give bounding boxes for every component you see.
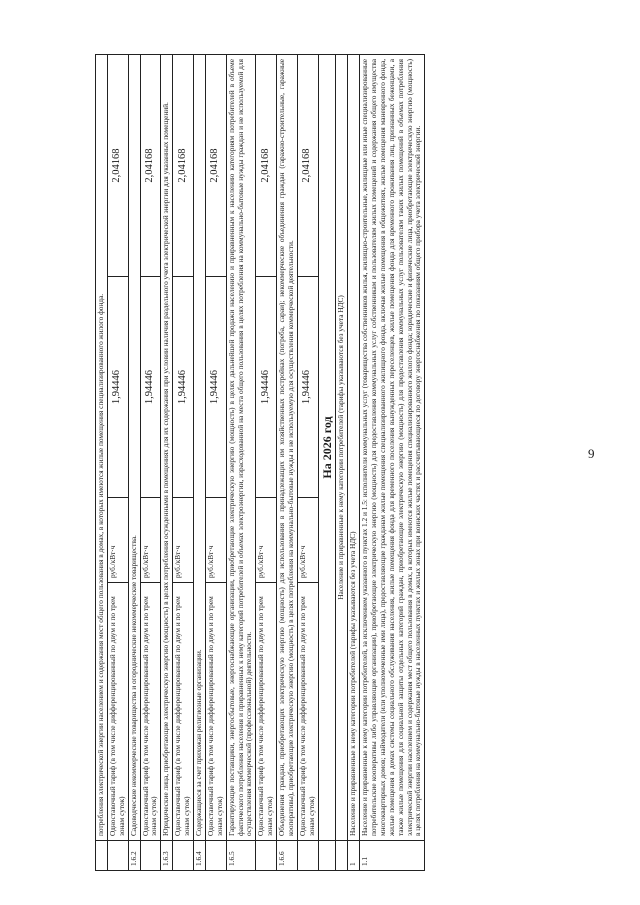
year-subheading: Население и приравненные к нему категории потребителей (тарифы указываются без учета НДС): [336, 54, 348, 840]
row-number: 1.6.6: [277, 841, 298, 871]
tariff-value-first-half: 1,94446: [205, 277, 226, 498]
tariff-value-first-half: 1,94446: [107, 277, 128, 498]
section-1-1-row: [360, 54, 425, 870]
category-description: Гарантирующие поставщики, энергосбытовые, энергоснабжающие организации, приобретающие электрическую энергию (мощность) в целях дальнейшей продажи населению и приравненным к населению категориям потребителей в объеме фактического потребления населения и приравненных к нему категорий потребителей и объемах электроэнергии, израсходованной на места общего пользования в целях потребления на коммунально-бытовые нужды граждан и не используемой для осуществления коммерческой (профессиональной) деятельности.: [226, 54, 256, 840]
category-row: [161, 54, 173, 870]
tariff-value-second-half: 2,04168: [173, 54, 194, 276]
category-description: Содержащиеся за счет прихожан религиозные организации.: [194, 54, 206, 840]
tariff-row: [107, 54, 128, 870]
section-title: Население и приравненные к нему категории потребителей (тарифы указываются без учета НДС): [348, 54, 360, 840]
row-number: 1.6.5: [226, 841, 256, 871]
tariff-value-first-half: 1,94446: [297, 277, 318, 498]
tariff-unit: руб./кВт·ч: [205, 498, 226, 583]
tariff-unit: руб./кВт·ч: [107, 498, 128, 583]
row-number: [297, 841, 318, 871]
tariff-value-first-half: 1,94446: [140, 277, 161, 498]
row-number: 1.6.3: [161, 841, 173, 871]
tariff-name: Одноставочный тариф (в том числе дифференцированный по двум и по трем зонам суток): [205, 583, 226, 841]
tariff-value-second-half: 2,04168: [205, 54, 226, 276]
row-number: 1: [348, 841, 360, 871]
section-1-row: [348, 54, 360, 870]
tariff-unit: руб./кВт·ч: [173, 498, 194, 583]
category-description: Население и приравненные к нему категории потребителей, за исключением указанного в пунктах 1.2 и 1.5: исполнители коммунальных услуг (товарищества собственников жилья, жилищно-строительные, жилищные или иные специализированные потребительские кооперативы либо управляющие организации), приобретающие электрическую энергию (мощность) для предоставления коммунальных услуг собственникам и пользователям жилых помещений и содержания общего имущества многоквартирных домов; наймодатели (или уполномоченные ими лица), предоставляющие гражданам жилые помещения специализированного жилищного фонда, включая жилые помещения в общежитиях, жилые помещения маневренного фонда, жилые помещения в домах системы социального обслуживания населения, жилые помещения фонда для временного поселения вынужденных переселенцев, жилые помещения фонда для временного проживания лиц, признанных беженцами, а также жилые помещения для социальной защиты отдельных категорий граждан, приобретающие электрическую энергию (мощность) для предоставления коммунальных услуг пользователям таких жилых помещений в объемах потребления электрической энергии населением и содержания мест общего пользования в домах, в которых имеются жилые помещения специализированного жилого фонда; юридические и физические лица, приобретающие электрическую энергию (мощность) в целях потребления на коммунально-бытовые нужды в населенных пунктах и жилых зонах при воинских частях и рассчитывающиеся по договору энергоснабжения по показаниям общего прибора учета электрической энергии.: [360, 54, 425, 840]
category-row: [277, 54, 298, 870]
category-row: [226, 54, 256, 870]
category-row: [96, 54, 108, 870]
category-row: [128, 54, 140, 870]
page-number: 9: [588, 446, 595, 461]
row-number: [256, 841, 277, 871]
year-heading: На 2026 год: [318, 54, 336, 840]
tariff-row: [140, 54, 161, 870]
tariff-name: Одноставочный тариф (в том числе дифференцированный по двум и по трем зонам суток): [140, 583, 161, 841]
row-number: 1.1: [360, 841, 425, 871]
row-number: [140, 841, 161, 871]
tariff-value-second-half: 2,04168: [297, 54, 318, 276]
tariff-value-second-half: 2,04168: [107, 54, 128, 276]
row-number: 1.6.4: [194, 841, 206, 871]
tariff-unit: руб./кВт·ч: [256, 498, 277, 583]
tariff-name: Одноставочный тариф (в том числе дифференцированный по двум и по трем зонам суток): [107, 583, 128, 841]
row-number: [173, 841, 194, 871]
tariff-row: [205, 54, 226, 870]
tariff-row: [297, 54, 318, 870]
tariff-value-first-half: 1,94446: [256, 277, 277, 498]
category-description: потребления электрической энергии населением и содержания мест общего пользования в домах, в которых имеются жилые помещения специализированного жилого фонда.: [96, 54, 108, 840]
row-number: 1.6.2: [128, 841, 140, 871]
row-number: [205, 841, 226, 871]
tariff-unit: руб./кВт·ч: [140, 498, 161, 583]
tariff-unit: руб./кВт·ч: [297, 498, 318, 583]
tariff-value-second-half: 2,04168: [256, 54, 277, 276]
row-number: [107, 841, 128, 871]
category-description: Объединения граждан, приобретающих электрическую энергию (мощность) для использования в принадлежащих им хозяйственных постройках (погреба, сараи); некоммерческие объединения граждан (гаражно-строительные, гаражные кооперативы), приобретающие электрическую энергию (мощность) в целях потребления на коммунально-бытовые нужды и не используемую для осуществления коммерческой деятельности.: [277, 54, 298, 840]
category-row: [194, 54, 206, 870]
category-description: Садоводческие некоммерческие товарищества и огороднические некоммерческие товарищества.: [128, 54, 140, 840]
tariff-value-second-half: 2,04168: [140, 54, 161, 276]
row-number: [96, 841, 108, 871]
tariff-table-rotated: [95, 55, 605, 871]
year-row: [318, 54, 336, 870]
tariff-row: [256, 54, 277, 870]
tariff-value-first-half: 1,94446: [173, 277, 194, 498]
tariff-row: [173, 54, 194, 870]
tariff-table: [95, 54, 425, 871]
year-subheading-row: [336, 54, 348, 870]
tariff-name: Одноставочный тариф (в том числе дифференцированный по двум и по трем зонам суток): [297, 583, 318, 841]
tariff-name: Одноставочный тариф (в том числе дифференцированный по двум и по трем зонам суток): [256, 583, 277, 841]
category-description: Юридические лица, приобретающие электрическую энергию (мощность) в целях потребления осужденными в помещениях для их содержания при условии наличия раздельного учета электрической энергии для указанных помещений.: [161, 54, 173, 840]
tariff-name: Одноставочный тариф (в том числе дифференцированный по двум и по трем зонам суток): [173, 583, 194, 841]
